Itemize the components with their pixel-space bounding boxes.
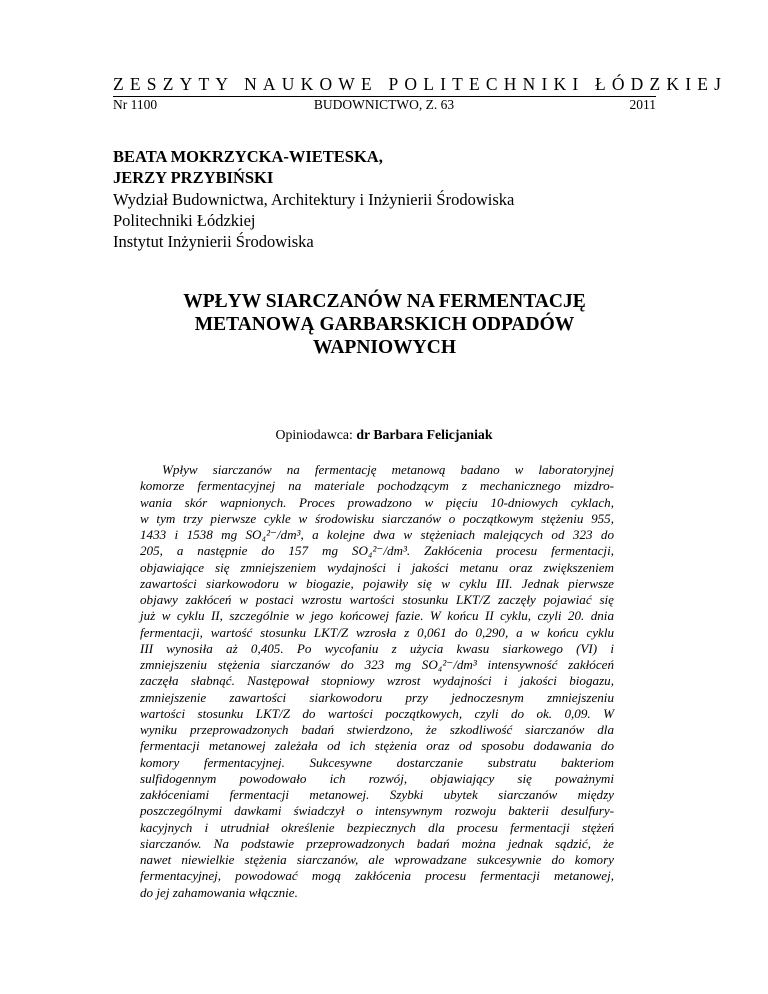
abstract-line: wyniku przeprowadzonych badań stwierdzono, że szkodliwość siarczanów dla <box>140 722 614 737</box>
abstract-line: komorze fermentacyjnej na materiale pochodzącym z mechanicznego mizdro- <box>140 478 614 494</box>
abstract-line: do jej zahamowania włącznie. <box>140 884 298 900</box>
abstract-line: objawiające się zmniejszeniem wydajności i jakości metanu oraz zwiększeniem <box>140 559 614 575</box>
reviewer-name: dr Barbara Felicjaniak <box>356 427 493 442</box>
reviewer-line <box>0 427 768 443</box>
abstract-line: Wpływ siarczanów na fermentację metanową badano w laboratoryjnej <box>162 462 614 477</box>
abstract-line: fermentacji metanowej zależała od ich stężenia oraz od sposobu dodawania do <box>140 738 614 754</box>
author-name: JERZY PRZYBIŃSKI <box>113 168 274 187</box>
author-name: BEATA MOKRZYCKA-WIETESKA, <box>113 147 383 166</box>
abstract-line: zaczęła słabnąć. Następował stopniowy wzrost wydajności i jakości biogazu, <box>140 673 614 689</box>
publication-year: 2011 <box>629 97 656 112</box>
section-name: BUDOWNICTWO, Z. 63 <box>313 97 455 112</box>
abstract-line: nawet niewielkie stężenia siarczanów, ale wprowadzane sukcesywnie do komory <box>140 852 614 867</box>
abstract-line: fermentacji, wartość stosunku LKT/Z wzrosła z 0,061 do 0,290, a w końcu cyklu <box>140 624 614 640</box>
abstract-line: komory fermentacyjnej. Sukcesywne dostarczanie substratu bakteriom <box>140 754 614 770</box>
reviewer-label: Opiniodawca: <box>275 427 357 442</box>
abstract-line: już w cyklu II, szczególnie w jego końcowej fazie. W końcu II cyklu, czyli 20. dnia <box>140 608 614 624</box>
affiliation-line: Instytut Inżynierii Środowiska <box>113 232 314 251</box>
abstract-line: 205, a następnie do 157 mg SO₄²⁻/dm³. Zakłócenia procesu fermentacji, <box>140 543 614 559</box>
title-line: WPŁYW SIARCZANÓW NA FERMENTACJĘ <box>183 291 586 312</box>
abstract-line: wartości stosunku LKT/Z do wartości początkowych, czyli do ok. 0,09. W <box>140 705 614 721</box>
abstract-line: 1433 i 1538 mg SO₄²⁻/dm³, a kolejne dwa w stężeniach malejących od 323 do <box>140 527 614 542</box>
abstract-line: objawy zakłóceń w postaci wzrostu wartości stosunku LKT/Z zaczęły pojawiać się <box>140 592 614 607</box>
abstract-line: w tym trzy pierwsze cykle w środowisku siarczanów o początkowym stężeniu 955, <box>140 510 614 526</box>
affiliation-line: Politechniki Łódzkiej <box>113 211 256 230</box>
abstract <box>140 462 614 901</box>
title-line: METANOWĄ GARBARSKICH ODPADÓW <box>194 314 575 335</box>
abstract-line: sulfidogennym powodowało ich rozwój, objawiający się poważnymi <box>140 770 614 786</box>
abstract-line: zmniejszeniu stężenia siarczanów do 323 mg SO₄²⁻/dm³ intensywność zakłóceń <box>140 657 614 672</box>
title-line: WAPNIOWYCH <box>312 337 456 358</box>
abstract-line: fermentacyjnej, powodować mogą zakłócenia procesu fermentacji metanowej, <box>140 868 614 884</box>
affiliation-line: Wydział Budownictwa, Architektury i Inżynierii Środowiska <box>113 190 515 209</box>
abstract-line: zawartości siarkowodoru w biogazie, pojawiły się w cyklu III. Jednak pierwsze <box>140 575 614 591</box>
author-block <box>113 146 383 188</box>
paper-title <box>113 290 656 359</box>
abstract-line: kacyjnych i utrudniał określenie bezpiecznych dla procesu fermentacji stężeń <box>140 819 614 835</box>
affiliation-block <box>113 189 514 252</box>
abstract-line: III wynosiła aż 0,405. Po wycofaniu z użycia kwasu siarkowego (VI) i <box>140 640 614 656</box>
abstract-line: siarczanów. Na podstawie przeprowadzonych badań można jednak sądzić, że <box>140 835 614 851</box>
abstract-line: wania skór wapnionych. Proces prowadzono w pięciu 10-dniowych cyklach, <box>140 494 614 510</box>
journal-series-title: ZESZYTY NAUKOWE POLITECHNIKI ŁÓDZKIEJ <box>113 74 728 94</box>
abstract-line: zakłóceniami fermentacji metanowej. Szybki ubytek siarczanów między <box>140 787 614 802</box>
issue-number: Nr 1100 <box>113 97 158 112</box>
abstract-line: zmniejszenie zawartości siarkowodoru przy jednoczesnym zmniejszeniu <box>140 689 614 705</box>
abstract-line: poszczególnymi dawkami świadczył o intensywnym rozwoju bakterii desulfury- <box>140 803 614 819</box>
